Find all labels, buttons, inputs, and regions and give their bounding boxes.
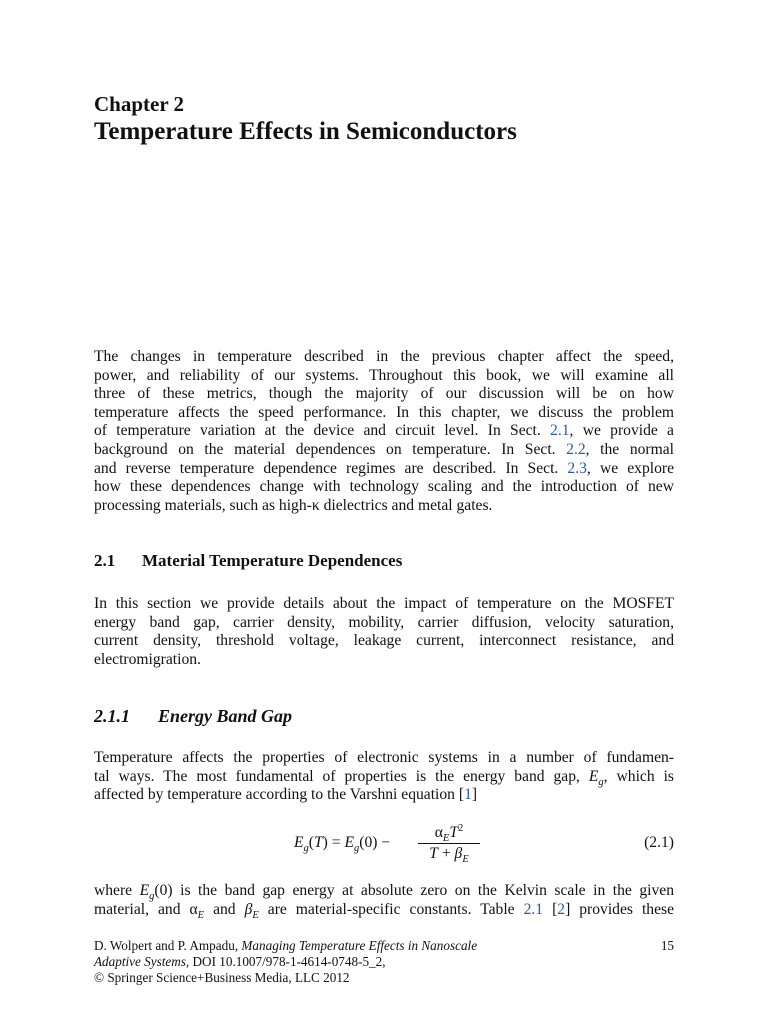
text-line: and reverse temperature dependence regimes are described. In Sect. 2.3, we explore [94, 459, 674, 477]
section-link[interactable]: 2.2 [566, 440, 586, 458]
page-number: 15 [660, 938, 674, 953]
text-line: background on the material dependences on temperature. In Sect. 2.2, the normal [94, 440, 674, 458]
fraction-denominator: $T + \beta_E$ [429, 845, 469, 866]
subsection-paragraph [94, 749, 674, 805]
text-line: affected by temperature according to the Varshni equation [1] [94, 786, 478, 804]
footer-citation-line: D. Wolpert and P. Ampadu, Managing Temperature Effects in Nanoscale [94, 938, 478, 953]
footer-copyright: © Springer Science+Business Media, LLC 2012 [94, 970, 350, 985]
equation-explanation [94, 882, 674, 919]
section-title: Material Temperature Dependences [142, 551, 403, 570]
text-line: In this section we provide details about the impact of temperature on the MOSFET [94, 595, 674, 612]
chapter-title: Temperature Effects in Semiconductors [94, 118, 517, 145]
subsection-heading [94, 704, 292, 728]
text-line: power, and reliability of our systems. Throughout this book, we will examine all [94, 366, 674, 384]
text-line: The changes in temperature described in the previous chapter affect the speed, [94, 348, 674, 365]
table-link[interactable]: 2.1 [523, 900, 544, 918]
citation-link[interactable]: 2 [557, 900, 566, 918]
equation-lhs: $E_g(T) = E_g(0)$ − [294, 834, 391, 855]
intro-paragraph [94, 348, 674, 515]
text-line: current density, threshold voltage, leakage current, interconnect resistance, and [94, 632, 674, 650]
text-line: Temperature affects the properties of electronic systems in a number of fundamen- [94, 749, 674, 766]
text-line: energy band gap, carrier density, mobility, carrier diffusion, velocity saturation, [94, 613, 674, 631]
footer-citation-line: Adaptive Systems, DOI 10.1007/978-1-4614-0748-5_2, [94, 954, 386, 969]
subsection-number: 2.1.1 [94, 706, 130, 726]
section-heading [94, 550, 402, 572]
page-footer [94, 938, 674, 986]
section-paragraph [94, 595, 674, 669]
section-number: 2.1 [94, 551, 116, 570]
text-line: electromigration. [94, 650, 201, 668]
section-link[interactable]: 2.3 [567, 459, 587, 477]
citation-link[interactable]: 1 [464, 786, 472, 804]
text-line: processing materials, such as high-κ dielectrics and metal gates. [94, 496, 493, 514]
text-line: of temperature variation at the device and circuit level. In Sect. 2.1, we provide a [94, 422, 674, 440]
section-link[interactable]: 2.1 [550, 422, 570, 440]
chapter-label: Chapter 2 [94, 92, 185, 116]
text-line: three of these metrics, though the majority of our discussion will be on how [94, 385, 674, 403]
equation-number: (2.1) [644, 834, 674, 851]
equation-2-1 [270, 824, 674, 868]
text-line: how these dependences change with technology scaling and the introduction of new [94, 478, 674, 496]
fraction-numerator: $\alpha_ET^2$ [434, 822, 464, 845]
text-line: where $E_g(0)$ is the band gap energy at absolute zero on the Kelvin scale in the given [94, 882, 674, 903]
text-line: tal ways. The most fundamental of properties is the energy band gap, $E_g$, which is [94, 767, 674, 788]
text-line: temperature affects the speed performance. In this chapter, we discuss the problem [94, 403, 674, 421]
equation-fraction [418, 822, 480, 866]
text-line: material, and $\alpha_E$ and $\beta_E$ are material-specific constants. Table 2.1 [2] provides these [94, 900, 674, 921]
subsection-title: Energy Band Gap [158, 706, 293, 726]
